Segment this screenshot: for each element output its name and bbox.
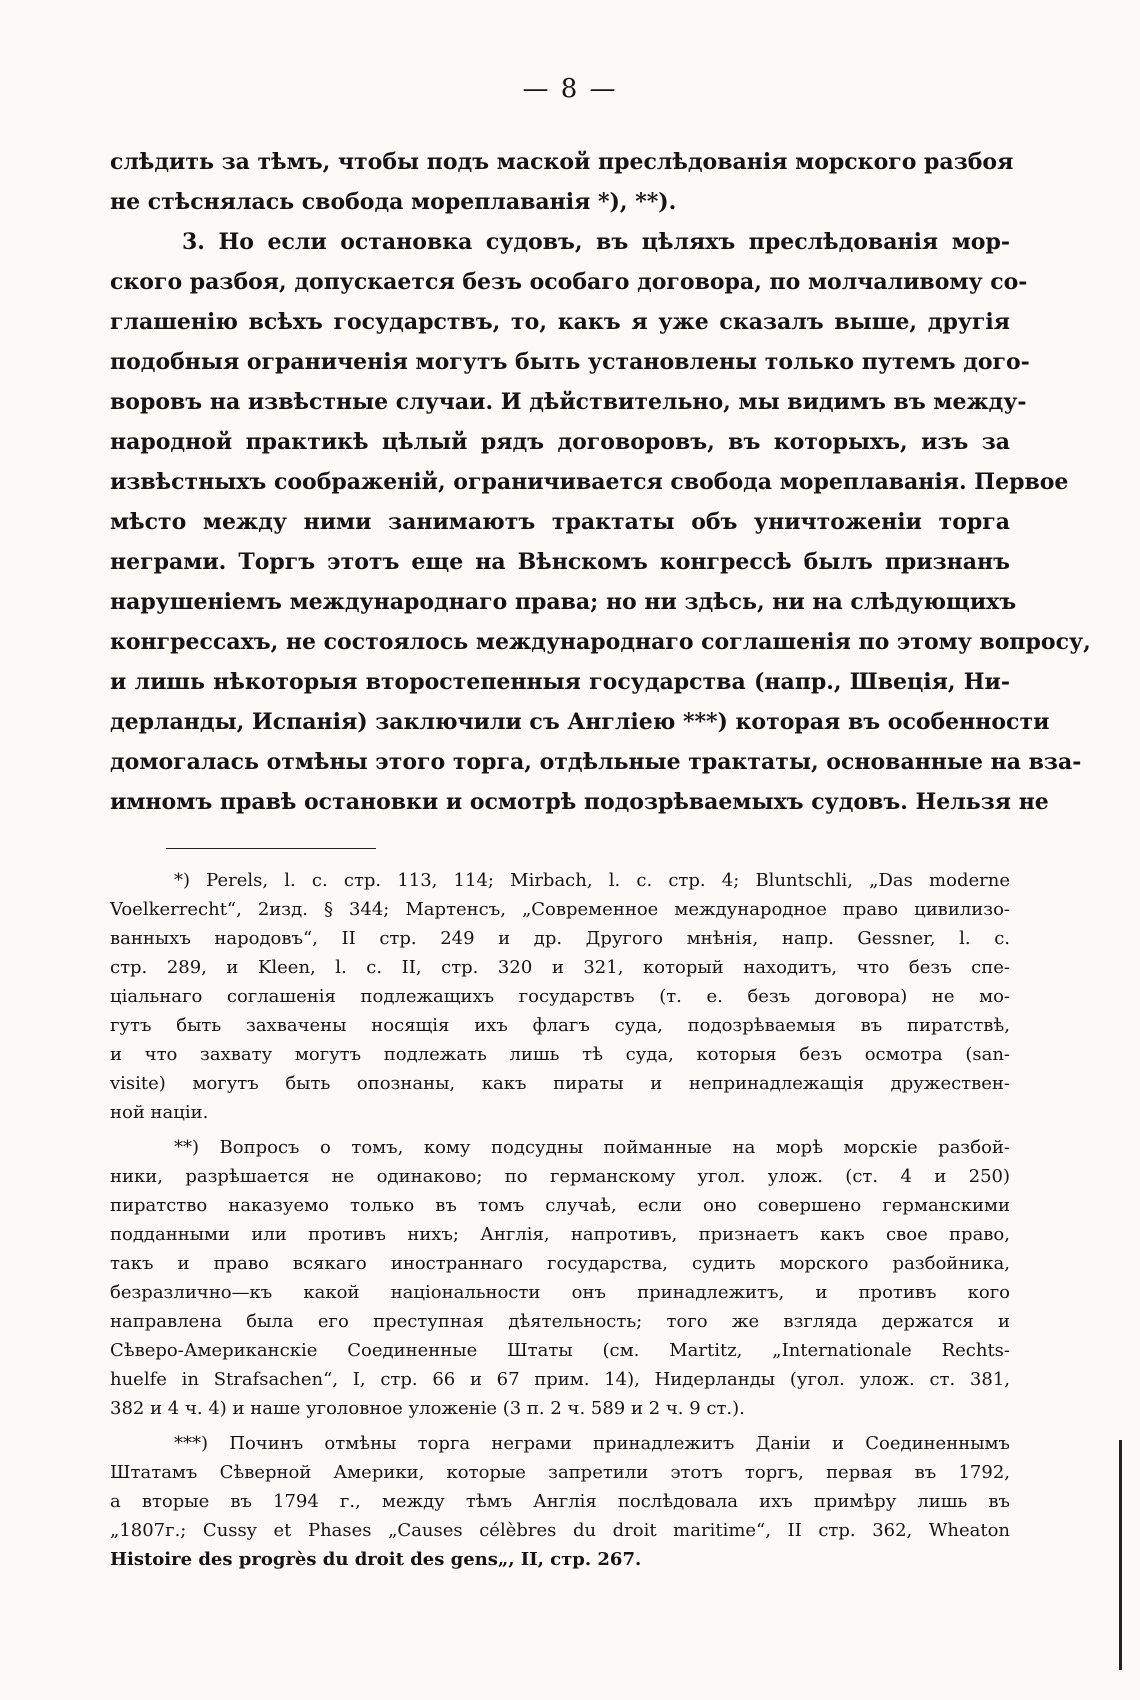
footnote-line: гутъ быть захвачены носящія ихъ флагъ суда, подозрѣваемыя въ пиратствѣ, — [110, 1015, 1010, 1036]
footnote-line: направлена была его преступная дѣятельность; того же взгляда держатся и — [110, 1311, 1010, 1332]
main-text-line: глашенію всѣхъ государствъ, то, какъ я уже сказалъ выше, другія — [110, 309, 1010, 335]
main-text-line: конгрессахъ, не состоялось международнаго соглашенія по этому вопросу, — [110, 629, 1091, 655]
main-text-line: 3. Но если остановка судовъ, въ цѣляхъ преслѣдованія мор- — [182, 229, 1010, 255]
footnote-line: visite) могутъ быть опознаны, какъ пираты и непринадлежащія дружествен- — [110, 1073, 1010, 1094]
footnote-line: ванныхъ народовъ“, II стр. 249 и др. Другого мнѣнія, напр. Gessner, l. c. — [110, 928, 1010, 949]
footnote-line: „1807г.; Cussy et Phases „Causes célèbres du droit maritime“, II стр. 362, Wheaton — [110, 1520, 1010, 1541]
main-text-line: домогалась отмѣны этого торга, отдѣльные трактаты, основанные на вза- — [110, 749, 1082, 775]
footnote-line: huelfe in Strafsachen“, I, стр. 66 и 67 прим. 14), Нидерланды (угол. улож. ст. 381, — [110, 1369, 1010, 1390]
footnote-line: ной націи. — [110, 1102, 209, 1123]
footnote-line: пиратство наказуемо только въ томъ случаѣ, если оно совершено германскими — [110, 1195, 1010, 1216]
main-text-line: и лишь нѣкоторыя второстепенныя государства (напр., Швеція, Ни- — [110, 669, 1010, 695]
main-text-line: мѣсто между ними занимаютъ трактаты объ уничтоженіи торга — [110, 509, 1010, 535]
footnote-line: подданными или противъ нихъ; Англія, напротивъ, признаетъ какъ свое право, — [110, 1224, 1010, 1245]
footnote-line: Histoire des progrès du droit des gens„, II, стр. 267. — [110, 1549, 642, 1570]
main-text-line: имномъ правѣ остановки и осмотрѣ подозрѣваемыхъ судовъ. Нельзя не — [110, 789, 1049, 815]
footnote-line: а вторые въ 1794 г., между тѣмъ Англія послѣдовала ихъ примѣру лишь въ — [110, 1491, 1010, 1512]
scan-edge-line — [1119, 1440, 1122, 1670]
footnote-line: стр. 289, и Kleen, l. c. II, стр. 320 и 321, который находитъ, что безъ спе- — [110, 957, 1010, 978]
main-text-line: ского разбоя, допускается безъ особаго договора, по молчаливому со- — [110, 269, 1028, 295]
main-text-line: слѣдить за тѣмъ, чтобы подъ маской преслѣдованія морского разбоя — [110, 149, 1014, 175]
main-text-line: извѣстныхъ соображеній, ограничивается свобода мореплаванія. Первое — [110, 469, 1069, 495]
footnote-line: **) Вопросъ о томъ, кому подсудны пойманные на морѣ морскіе разбой- — [174, 1137, 1010, 1158]
footnote-line: ***) Починъ отмѣны торга неграми принадлежитъ Даніи и Соединеннымъ — [174, 1433, 1010, 1454]
main-text — [110, 142, 1091, 822]
footnote-line: 382 и 4 ч. 4) и наше уголовное уложеніе (3 п. 2 ч. 589 и 2 ч. 9 ст.). — [110, 1398, 745, 1419]
footnote-line: ники, разрѣшается не одинаково; по германскому угол. улож. (ст. 4 и 250) — [110, 1166, 1010, 1187]
main-text-line: не стѣснялась свобода мореплаванія *), **). — [110, 189, 677, 215]
footnote-line: Штатамъ Сѣверной Америки, которые запретили этотъ торгъ, первая въ 1792, — [110, 1462, 1010, 1483]
main-text-line: нарушеніемъ международнаго права; но ни здѣсь, ни на слѣдующихъ — [110, 589, 1017, 615]
page-number: — 8 — — [522, 74, 618, 104]
main-text-line: неграми. Торгъ этотъ еще на Вѣнскомъ конгрессѣ былъ признанъ — [110, 549, 1010, 575]
main-text-line: народной практикѣ цѣлый рядъ договоровъ, въ которыхъ, изъ за — [110, 429, 1010, 455]
footnotes — [110, 866, 1010, 1574]
footnote-line: Сѣверо-Американскіе Соединенные Штаты (см. Martitz, „Internationale Rechts- — [110, 1340, 1010, 1361]
footnote-line: Voelkerrecht“, 2изд. § 344; Мартенсъ, „Современное международное право цивилизо- — [110, 899, 1010, 920]
footnote-line: *) Perels, l. c. стр. 113, 114; Mirbach, l. c. стр. 4; Bluntschli, „Das moderne — [174, 870, 1010, 891]
main-text-line: дерланды, Испанія) заключили съ Англіею ***) которая въ особенности — [110, 709, 1050, 735]
footnote-line: такъ и право всякаго иностраннаго государства, судить морского разбойника, — [110, 1253, 1010, 1274]
footnote-line: ціальнаго соглашенія подлежащихъ государствъ (т. е. безъ договора) не мо- — [110, 986, 1010, 1007]
footnote-line: безразлично—къ какой національности онъ принадлежитъ, и противъ кого — [110, 1282, 1010, 1303]
footnote-divider — [166, 848, 376, 849]
footnote-line: и что захвату могутъ подлежать лишь тѣ суда, которыя безъ осмотра (san- — [110, 1044, 1010, 1065]
main-text-line: подобныя ограниченія могутъ быть установлены только путемъ дого- — [110, 349, 1030, 375]
main-text-line: воровъ на извѣстные случаи. И дѣйствительно, мы видимъ въ между- — [110, 389, 1027, 415]
